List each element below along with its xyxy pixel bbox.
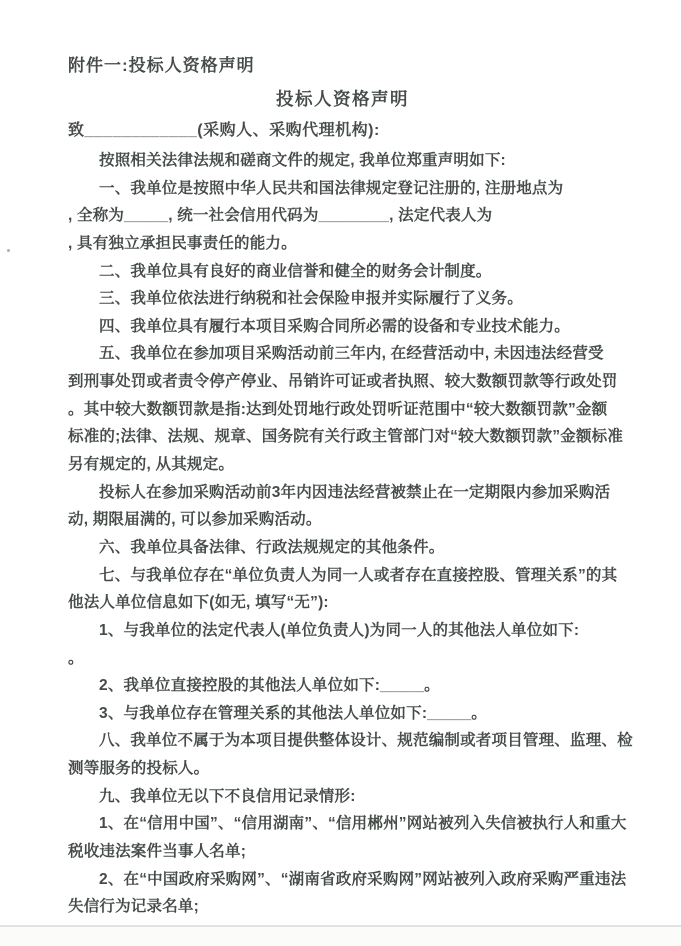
- document-title: 投标人资格声明: [276, 89, 409, 109]
- doc-line: 九、我单位无以下不良信用记录情形:: [99, 787, 356, 805]
- doc-line: , 具有独立承担民事责任的能力。: [68, 234, 297, 252]
- document-body: [68, 147, 633, 921]
- doc-line: 3、与我单位存在管理关系的其他法人单位如下:_____。: [99, 704, 487, 722]
- doc-line: 标准的;法律、法规、规章、国务院有关行政主管部门对“较大数额罚款”金额标准: [68, 428, 624, 446]
- doc-line: 二、我单位具有良好的商业信誉和健全的财务会计制度。: [99, 262, 492, 280]
- attachment-heading: 附件一:投标人资格声明: [68, 56, 255, 75]
- doc-line: 六、我单位具备法律、行政法规规定的其他条件。: [99, 538, 445, 556]
- doc-line: 。其中较大数额罚款是指:达到处罚地行政处罚听证范围中“较大数额罚款”金额: [68, 400, 608, 418]
- salutation-line: 致____________(采购人、采购代理机构):: [68, 122, 380, 139]
- doc-line: 他法人单位信息如下(如无, 填写“无”):: [68, 594, 329, 612]
- scan-speck-artifact: [7, 249, 10, 252]
- doc-line: 一、我单位是按照中华人民共和国法律规定登记注册的, 注册地点为: [99, 179, 564, 197]
- doc-line: 税收违法案件当事人名单;: [68, 843, 247, 861]
- doc-line: 按照相关法律法规和磋商文件的规定, 我单位郑重声明如下:: [99, 152, 506, 169]
- doc-line: 三、我单位依法进行纳税和社会保险申报并实际履行了义务。: [99, 290, 523, 308]
- doc-line: 。: [68, 649, 84, 667]
- doc-line: 2、在“中国政府采购网”、“湖南省政府采购网”网站被列入政府采购严重违法: [99, 870, 627, 888]
- doc-line: 2、我单位直接控股的其他法人单位如下:_____。: [99, 677, 440, 695]
- doc-line: 另有规定的, 从其规定。: [68, 456, 235, 474]
- doc-line: 测等服务的投标人。: [68, 760, 210, 778]
- doc-line: 投标人在参加采购活动前3年内因违法经营被禁止在一定期限内参加采购活: [99, 483, 611, 501]
- doc-line: 动, 期限届满的, 可以参加采购活动。: [68, 511, 322, 529]
- scan-bottom-strip: [0, 927, 681, 946]
- doc-line: 到刑事处罚或者责令停产停业、吊销许可证或者执照、较大数额罚款等行政处罚: [68, 373, 618, 391]
- doc-line: , 全称为_____, 统一社会信用代码为________, 法定代表人为: [68, 207, 493, 225]
- doc-line: 四、我单位具有履行本项目采购合同所必需的设备和专业技术能力。: [99, 317, 571, 335]
- doc-line: 失信行为记录名单;: [68, 898, 199, 916]
- doc-line: 七、与我单位存在“单位负责人为同一人或者存在直接控股、管理关系”的其: [99, 566, 618, 584]
- doc-line: 1、在“信用中国”、“信用湖南”、“信用郴州”网站被列入失信被执行人和重大: [99, 815, 627, 833]
- doc-line: 八、我单位不属于为本项目提供整体设计、规范编制或者项目管理、监理、检: [99, 732, 633, 750]
- doc-line: 五、我单位在参加项目采购活动前三年内, 在经营活动中, 未因违法经营受: [99, 345, 604, 363]
- doc-line: 1、与我单位的法定代表人(单位负责人)为同一人的其他法人单位如下:: [99, 621, 580, 639]
